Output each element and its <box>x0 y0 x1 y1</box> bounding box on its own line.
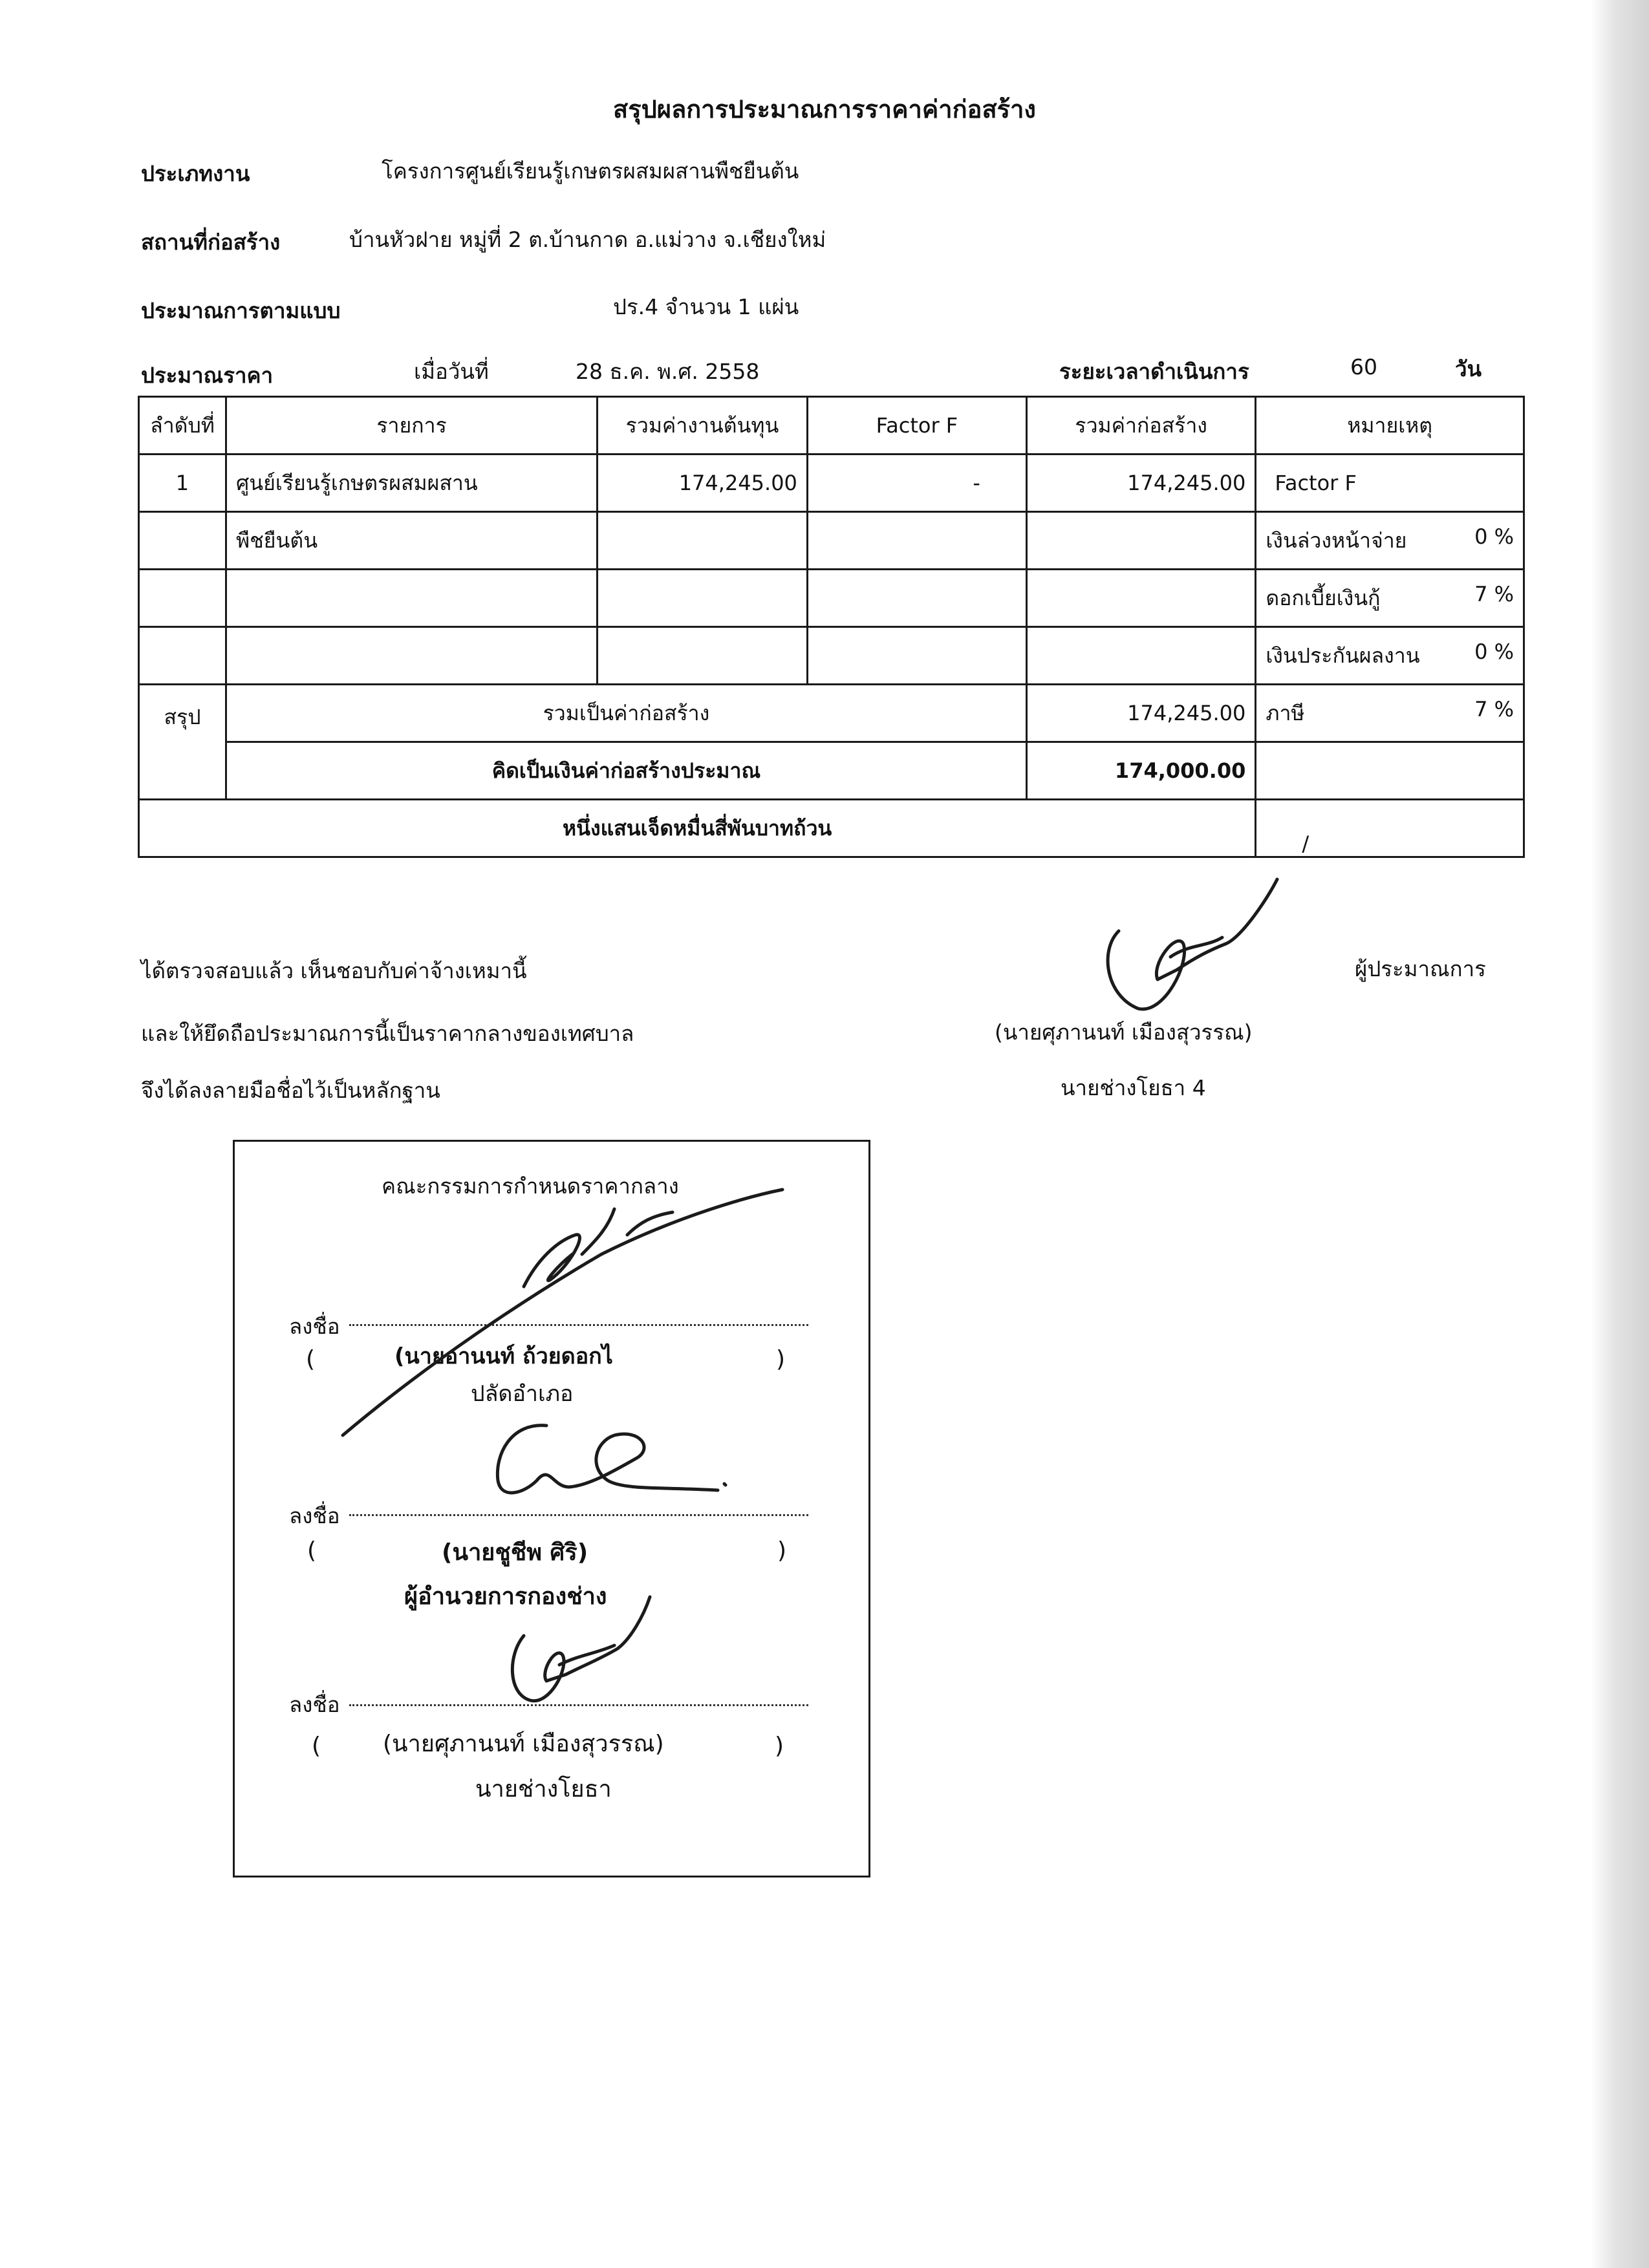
estimator-position: นายช่างโยธา 4 <box>1061 1075 1206 1100</box>
price-estimate-date: 28 ธ.ค. พ.ศ. 2558 <box>576 359 760 384</box>
duration-value: 60 <box>1350 354 1377 380</box>
committee-title: คณะกรรมการกำหนดราคากลาง <box>382 1173 679 1199</box>
committee-3-close-paren: ) <box>775 1733 784 1759</box>
tax-note <box>1256 685 1524 742</box>
committee-1-position: ปลัดอำเภอ <box>471 1381 574 1407</box>
header-item: รายการ <box>226 397 597 455</box>
performance-bond-label: เงินประกันผลงาน <box>1266 643 1420 668</box>
table-row <box>139 627 1524 685</box>
row1-note: Factor F <box>1256 455 1524 512</box>
committee-1-signature <box>330 1151 795 1448</box>
committee-3-name: (นายศุภานนท์ เมืองสุวรรณ) <box>383 1731 664 1757</box>
estimator-signature <box>1093 866 1287 1028</box>
committee-1-open-paren: ( <box>306 1346 316 1373</box>
price-estimate-label: ประมาณราคา <box>141 363 274 388</box>
amount-in-words: หนึ่งแสนเจ็ดหมื่นสี่พันบาทถ้วน <box>139 800 1256 857</box>
committee-1-close-paren: ) <box>776 1346 786 1373</box>
design-estimate-value: ปร.4 จำนวน 1 แผ่น <box>613 294 799 319</box>
approval-line-1: ได้ตรวจสอบแล้ว เห็นชอบกับค่าจ้างเหมานี้ <box>141 958 527 983</box>
summary-total-row <box>139 685 1524 742</box>
committee-2-name: (นายชูชีพ ศิริ) <box>442 1539 588 1566</box>
table-header-row <box>139 397 1524 455</box>
table-row <box>139 455 1524 512</box>
committee-2-signature <box>485 1409 744 1513</box>
design-estimate-label: ประมาณการตามแบบ <box>141 298 341 323</box>
estimator-role: ผู้ประมาณการ <box>1355 956 1486 981</box>
duration-unit: วัน <box>1455 356 1482 381</box>
row1-no: 1 <box>139 455 226 512</box>
table-row <box>139 570 1524 627</box>
summary-label: สรุป <box>139 685 226 800</box>
row1-cost: 174,245.00 <box>598 455 808 512</box>
summary-approx-row <box>139 742 1524 800</box>
advance-payment-value: 0 % <box>1474 524 1514 549</box>
committee-3-signature <box>495 1584 663 1713</box>
location-label: สถานที่ก่อสร้าง <box>141 230 281 255</box>
header-factor: Factor F <box>807 397 1026 455</box>
price-estimate-date-label: เมื่อวันที่ <box>414 359 489 384</box>
header-cost: รวมค่างานต้นทุน <box>598 397 808 455</box>
approval-line-2: และให้ยึดถือประมาณการนี้เป็นราคากลางของเทศบาล <box>141 1021 634 1046</box>
committee-3-position: นายช่างโยธา <box>475 1776 612 1803</box>
pen-mark: / <box>1256 800 1524 857</box>
summary-total-value: 174,245.00 <box>1026 685 1255 742</box>
loan-interest-value: 7 % <box>1474 581 1514 606</box>
committee-3-open-paren: ( <box>312 1733 321 1759</box>
summary-words-row <box>139 800 1524 857</box>
committee-2-open-paren: ( <box>307 1537 317 1564</box>
work-type-label: ประเภทงาน <box>141 161 250 186</box>
committee-2-signature-line <box>349 1514 808 1516</box>
tax-label: ภาษี <box>1266 700 1305 725</box>
header-no: ลำดับที่ <box>139 397 226 455</box>
advance-payment-label: เงินล่วงหน้าจ่าย <box>1266 528 1407 553</box>
row3-note <box>1256 570 1524 627</box>
row2-note <box>1256 512 1524 570</box>
document-title: สรุปผลการประมาณการราคาค่าก่อสร้าง <box>613 95 1036 123</box>
loan-interest-label: ดอกเบี้ยเงินกู้ <box>1266 585 1381 610</box>
cost-estimate-table <box>138 396 1525 858</box>
row4-note <box>1256 627 1524 685</box>
header-note: หมายเหตุ <box>1256 397 1524 455</box>
header-total: รวมค่าก่อสร้าง <box>1026 397 1255 455</box>
row2-item: พืชยืนต้น <box>226 512 597 570</box>
work-type-value: โครงการศูนย์เรียนรู้เกษตรผสมผสานพืชยืนต้น <box>382 158 799 184</box>
committee-2-sign-label: ลงชื่อ <box>289 1503 340 1528</box>
scan-edge-shadow <box>1591 0 1649 2268</box>
committee-2-position: ผู้อำนวยการกองช่าง <box>404 1583 607 1610</box>
row1-item: ศูนย์เรียนรู้เกษตรผสมผสาน <box>226 455 597 512</box>
row1-total: 174,245.00 <box>1026 455 1255 512</box>
committee-1-sign-label: ลงชื่อ <box>289 1314 340 1339</box>
performance-bond-value: 0 % <box>1474 639 1514 664</box>
summary-approx-label: คิดเป็นเงินค่าก่อสร้างประมาณ <box>226 742 1026 800</box>
table-row <box>139 512 1524 570</box>
committee-3-sign-label: ลงชื่อ <box>289 1692 340 1717</box>
committee-2-close-paren: ) <box>777 1537 787 1564</box>
summary-total-label: รวมเป็นค่าก่อสร้าง <box>226 685 1026 742</box>
summary-approx-value: 174,000.00 <box>1026 742 1255 800</box>
estimator-name: (นายศุภานนท์ เมืองสุวรรณ) <box>995 1020 1253 1045</box>
tax-value: 7 % <box>1474 696 1514 722</box>
row1-factor: - <box>807 455 1026 512</box>
committee-1-name: (นายอานนท์ ถ้วยดอกไ <box>394 1343 613 1369</box>
duration-label: ระยะเวลาดำเนินการ <box>1059 359 1249 384</box>
location-value: บ้านหัวฝาย หมู่ที่ 2 ต.บ้านกาด อ.แม่วาง จ.เชียงใหม่ <box>349 227 826 252</box>
approval-line-3: จึงได้ลงลายมือชื่อไว้เป็นหลักฐาน <box>141 1078 440 1103</box>
